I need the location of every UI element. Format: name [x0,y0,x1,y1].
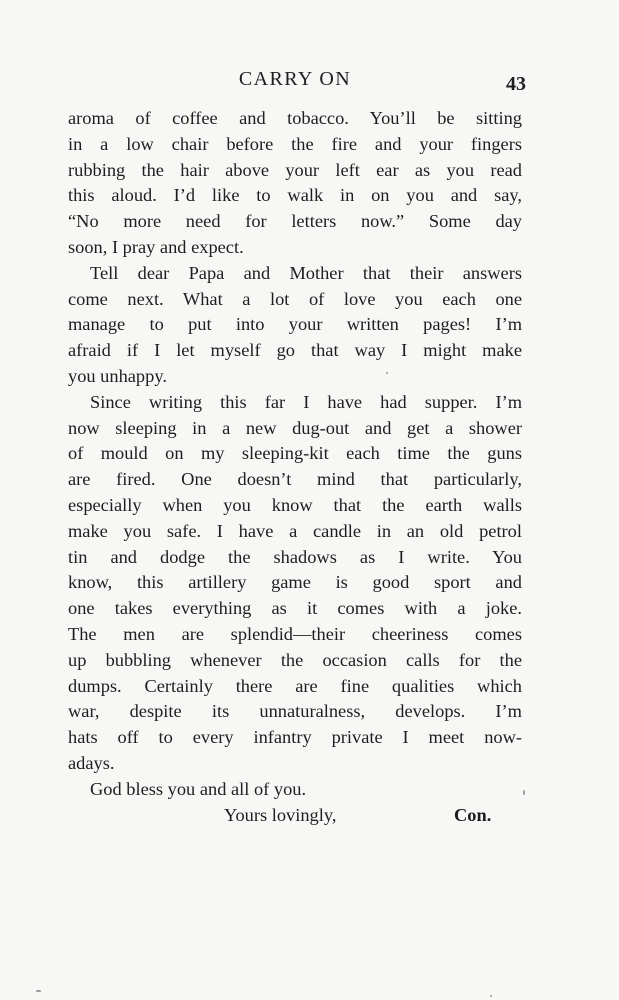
text-line: manage to put into your written pages! I’m [68,314,522,335]
paper-speck [386,372,388,374]
text-line: of mould on my sleeping-kit each time the guns [68,443,522,464]
text-line: hats off to every infantry private I meet now- [68,727,522,748]
text-line: tin and dodge the shadows as I write. You [68,546,522,567]
signature: Con. [454,804,492,825]
text-line: Since writing this far I have had supper. I’m [90,391,522,412]
text-line: The men are splendid—their cheeriness comes [68,623,522,644]
text-line: this aloud. I’d like to walk in on you and say, [68,185,522,206]
paragraph [68,390,522,777]
text-line: in a low chair before the fire and your fingers [68,133,522,154]
text-line: know, this artillery game is good sport and [68,572,522,593]
text-line: now sleeping in a new dug-out and get a shower [68,417,522,438]
text-line: come next. What a lot of love you each one [68,288,522,309]
text-line: especially when you know that the earth walls [68,494,522,515]
text-line: rubbing the hair above your left ear as you read [68,159,522,180]
text-line: are fired. One doesn’t mind that particularly, [68,469,522,490]
paragraphs [68,106,522,777]
text-line: adays. [68,752,115,773]
text-line: one takes everything as it comes with a joke. [68,598,522,619]
paragraph [68,261,522,390]
text-line: “No more need for letters now.” Some day [68,211,522,232]
blessing-line: God bless you and all of you. [90,778,307,799]
text-line: war, despite its unnaturalness, develops. I’m [68,701,522,722]
text-line: aroma of coffee and tobacco. You’ll be sitting [68,108,522,128]
text-line: dumps. Certainly there are fine qualities which [68,675,522,696]
running-title: CARRY ON [238,68,352,90]
page-number: 43 [506,73,526,95]
valediction: Yours lovingly, [224,804,337,825]
text-line: up bubbling whenever the occasion calls for the [68,649,522,670]
paragraph [68,106,522,261]
letter-closing [68,777,522,829]
letter-body [68,106,522,829]
paper-speck [523,790,525,795]
text-line: afraid if I let myself go that way I might make [68,340,522,361]
text-line: Tell dear Papa and Mother that their answers [90,262,522,283]
paper-speck [490,995,492,997]
text-line: soon, I pray and expect. [68,236,244,257]
page-header [0,64,619,96]
paper-speck [36,990,41,992]
text-line: you unhappy. [68,365,167,386]
text-line: make you safe. I have a candle in an old petrol [68,520,522,541]
